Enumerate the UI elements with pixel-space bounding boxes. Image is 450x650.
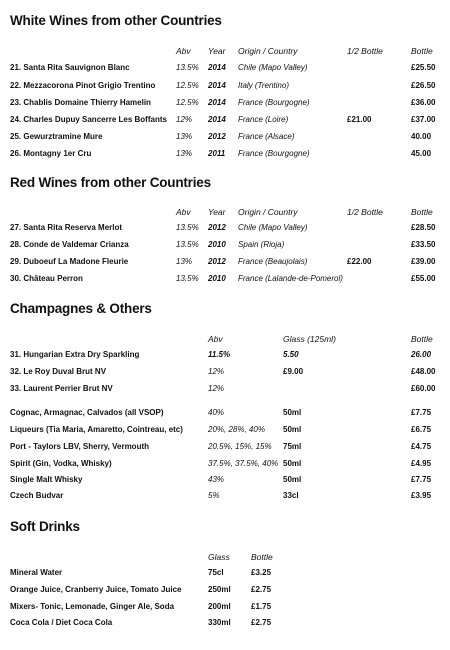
- origin: France (Bourgogne): [238, 98, 310, 107]
- drink-name: Spirit (Gin, Vodka, Whisky): [10, 459, 112, 468]
- half-bottle-price: £22.00: [347, 257, 372, 266]
- origin: Chile (Mapo Valley): [238, 63, 308, 72]
- year-header: Year: [208, 46, 226, 56]
- wine-name: 27. Santa Rita Reserva Merlot: [10, 223, 123, 232]
- measure: 33cl: [283, 491, 299, 500]
- menu-row: [0, 148, 450, 160]
- half-bottle-header: 1/2 Bottle: [347, 46, 383, 56]
- wine-name: 24. Charles Dupuy Sancerre Les Boffants: [10, 115, 167, 124]
- price: £7.75: [411, 408, 432, 417]
- abv: 13%: [176, 149, 193, 158]
- bottle-price: £55.00: [411, 274, 436, 283]
- abv: 11.5%: [208, 350, 231, 359]
- bottle-price: £37.00: [411, 115, 436, 124]
- origin: France (Alsace): [238, 132, 295, 141]
- measure: 250ml: [208, 585, 231, 594]
- abv-header: Abv: [176, 46, 191, 56]
- origin-header: Origin / Country: [238, 46, 298, 56]
- bottle-price: £36.00: [411, 98, 436, 107]
- year: 2010: [208, 240, 226, 249]
- measure: 50ml: [283, 425, 302, 434]
- bottle-price: £26.50: [411, 81, 436, 90]
- bottle-price: 26.00: [411, 350, 432, 359]
- price: £1.75: [251, 602, 272, 611]
- bottle-price: £25.50: [411, 63, 436, 72]
- drink-name: Port - Taylors LBV, Sherry, Vermouth: [10, 442, 149, 451]
- origin: Italy (Trentino): [238, 81, 289, 90]
- bottle-price: £39.00: [411, 257, 436, 266]
- menu-row: [0, 80, 450, 92]
- year: 2011: [208, 149, 226, 158]
- year: 2014: [208, 81, 226, 90]
- abv: 20.5%, 15%, 15%: [208, 442, 272, 451]
- menu-row: [0, 62, 450, 74]
- abv: 13%: [176, 132, 193, 141]
- price: £4.75: [411, 442, 432, 451]
- measure: 75cl: [208, 568, 224, 577]
- white-wines-header: [0, 45, 450, 57]
- red-wines-header: [0, 206, 450, 218]
- drink-name: 32. Le Roy Duval Brut NV: [10, 367, 107, 376]
- abv: 43%: [208, 475, 225, 484]
- menu-row: [0, 273, 450, 285]
- menu-row: [0, 474, 450, 486]
- abv: 12%: [208, 367, 225, 376]
- drink-name: Cognac, Armagnac, Calvados (all VSOP): [10, 408, 164, 417]
- wine-name: 28. Conde de Valdemar Crianza: [10, 240, 129, 249]
- menu-row: [0, 222, 450, 234]
- menu-row: [0, 424, 450, 436]
- drink-name: Czech Budvar: [10, 491, 64, 500]
- abv: 37.5%, 37.5%, 40%: [208, 459, 279, 468]
- abv-header: Abv: [176, 207, 191, 217]
- abv: 12%: [176, 115, 193, 124]
- menu-row: [0, 239, 450, 251]
- soft-drinks-title: Soft Drinks: [10, 519, 80, 534]
- glass-header: Glass: [208, 552, 230, 562]
- abv-header: Abv: [208, 334, 223, 344]
- abv: 40%: [208, 408, 225, 417]
- abv: 13.5%: [176, 274, 199, 283]
- abv: 12.5%: [176, 98, 199, 107]
- abv: 13.5%: [176, 240, 199, 249]
- drink-name: Orange Juice, Cranberry Juice, Tomato Juice: [10, 585, 182, 594]
- menu-row: [0, 366, 450, 378]
- half-bottle-price: £21.00: [347, 115, 372, 124]
- bottle-header: Bottle: [411, 334, 433, 344]
- abv: 13.5%: [176, 223, 199, 232]
- year: 2014: [208, 98, 226, 107]
- bottle-header: Bottle: [411, 46, 433, 56]
- bottle-price: 45.00: [411, 149, 432, 158]
- abv: 13%: [176, 257, 193, 266]
- menu-row: [0, 407, 450, 419]
- wine-name: 23. Chablis Domaine Thierry Hamelin: [10, 98, 151, 107]
- soft-drinks-header: [0, 551, 450, 563]
- measure: 200ml: [208, 602, 231, 611]
- menu-row: [0, 567, 450, 579]
- year: 2014: [208, 115, 226, 124]
- origin: Spain (Rioja): [238, 240, 285, 249]
- menu-row: [0, 584, 450, 596]
- measure: 50ml: [283, 475, 302, 484]
- menu-row: [0, 458, 450, 470]
- glass-price: £9.00: [283, 367, 304, 376]
- year: 2010: [208, 274, 226, 283]
- price: £4.95: [411, 459, 432, 468]
- menu-row: [0, 97, 450, 109]
- price: £2.75: [251, 585, 272, 594]
- origin: France (Loire): [238, 115, 289, 124]
- white-wines-title: White Wines from other Countries: [10, 13, 222, 28]
- measure: 75ml: [283, 442, 302, 451]
- year: 2012: [208, 223, 226, 232]
- origin: France (Bourgogne): [238, 149, 310, 158]
- year-header: Year: [208, 207, 226, 217]
- bottle-header: Bottle: [251, 552, 273, 562]
- abv: 20%, 28%, 40%: [208, 425, 265, 434]
- price: £3.25: [251, 568, 272, 577]
- bottle-price: £28.50: [411, 223, 436, 232]
- menu-row: [0, 383, 450, 395]
- origin: France (Beaujolais): [238, 257, 308, 266]
- drink-name: 31. Hungarian Extra Dry Sparkling: [10, 350, 140, 359]
- abv: 5%: [208, 491, 220, 500]
- measure: 50ml: [283, 459, 302, 468]
- menu-row: [0, 131, 450, 143]
- drink-name: Mineral Water: [10, 568, 63, 577]
- measure: 50ml: [283, 408, 302, 417]
- drink-name: Liqueurs (Tia Maria, Amaretto, Cointreau, etc): [10, 425, 183, 434]
- bottle-header: Bottle: [411, 207, 433, 217]
- menu-row: [0, 114, 450, 126]
- drink-name: Single Malt Whisky: [10, 475, 83, 484]
- menu-row: [0, 349, 450, 361]
- drink-name: 33. Laurent Perrier Brut NV: [10, 384, 113, 393]
- wine-name: 29. Duboeuf La Madone Fleurie: [10, 257, 129, 266]
- bottle-price: £60.00: [411, 384, 436, 393]
- year: 2012: [208, 132, 226, 141]
- origin-header: Origin / Country: [238, 207, 298, 217]
- wine-name: 22. Mezzacorona Pinot Grigio Trentino: [10, 81, 156, 90]
- year: 2014: [208, 63, 226, 72]
- red-wines-title: Red Wines from other Countries: [10, 175, 211, 190]
- champagnes-title: Champagnes & Others: [10, 301, 152, 316]
- drink-name: Coca Cola / Diet Coca Cola: [10, 618, 113, 627]
- menu-row: [0, 256, 450, 268]
- price: £3.95: [411, 491, 432, 500]
- bottle-price: 40.00: [411, 132, 432, 141]
- menu-row: [0, 490, 450, 502]
- price: £6.75: [411, 425, 432, 434]
- measure: 330ml: [208, 618, 231, 627]
- wine-name: 21. Santa Rita Sauvignon Blanc: [10, 63, 130, 72]
- wine-name: 26. Montagny 1er Cru: [10, 149, 92, 158]
- origin: Chile (Mapo Valley): [238, 223, 308, 232]
- origin: France (Lalande-de-Pomerol): [238, 274, 343, 283]
- glass-header: Glass (125ml): [283, 334, 336, 344]
- year: 2012: [208, 257, 226, 266]
- half-bottle-header: 1/2 Bottle: [347, 207, 383, 217]
- menu-row: [0, 601, 450, 613]
- abv: 12%: [208, 384, 225, 393]
- drink-name: Mixers- Tonic, Lemonade, Ginger Ale, Soda: [10, 602, 175, 611]
- glass-price: 5.50: [283, 350, 299, 359]
- bottle-price: £48.00: [411, 367, 436, 376]
- abv: 12.5%: [176, 81, 199, 90]
- wine-name: 30. Château Perron: [10, 274, 83, 283]
- menu-row: [0, 441, 450, 453]
- menu-row: [0, 617, 450, 629]
- wine-name: 25. Gewurztramine Mure: [10, 132, 103, 141]
- price: £2.75: [251, 618, 272, 627]
- abv: 13.5%: [176, 63, 199, 72]
- champagnes-header: [0, 333, 450, 345]
- price: £7.75: [411, 475, 432, 484]
- bottle-price: £33.50: [411, 240, 436, 249]
